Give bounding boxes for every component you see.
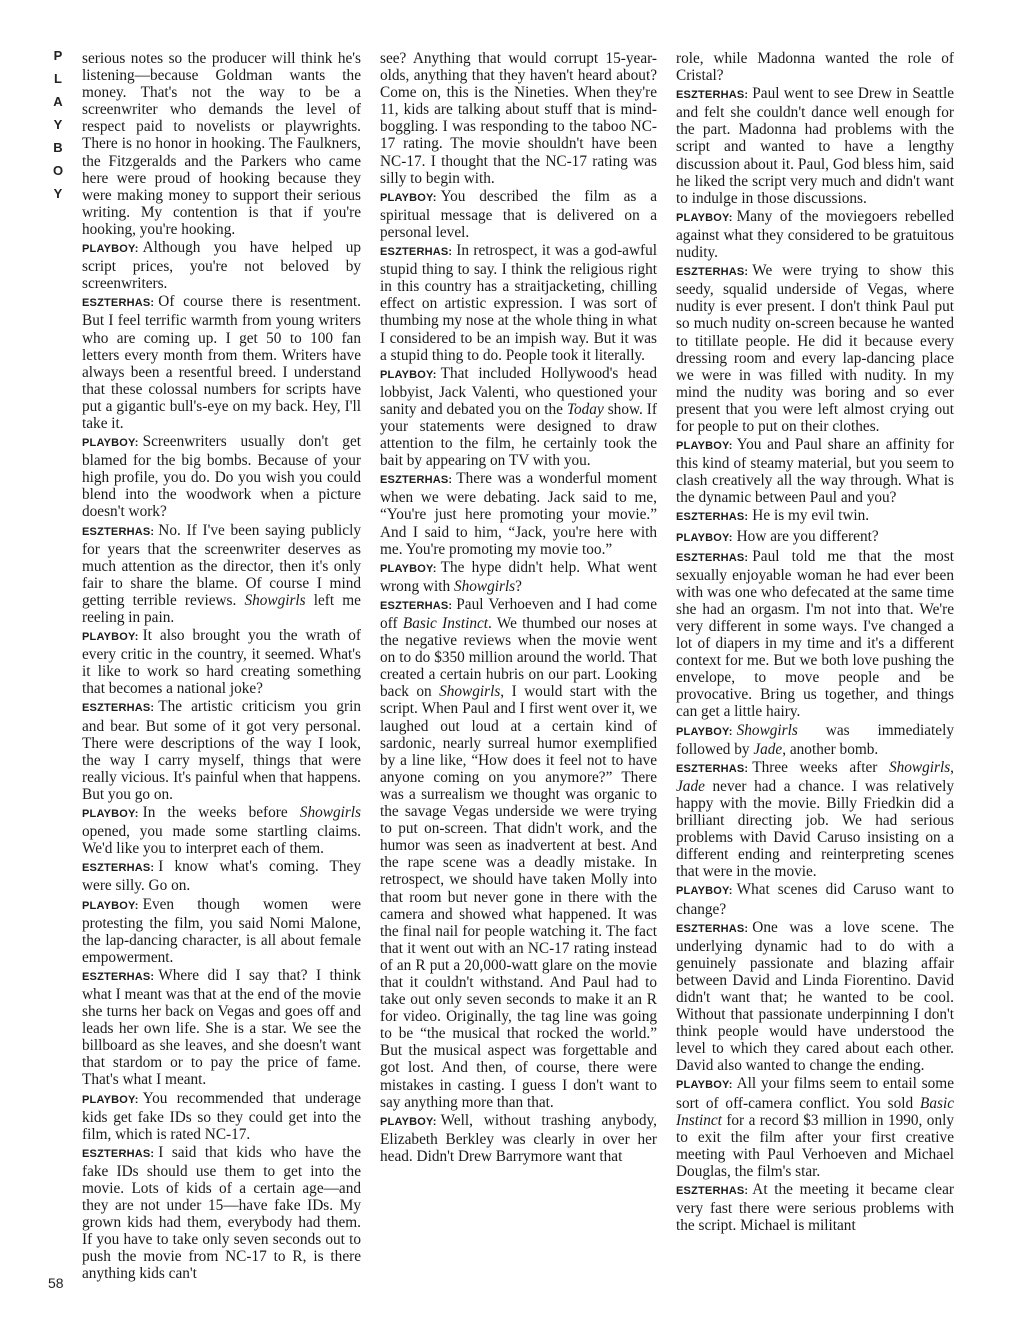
speaker-label: PLAYBOY: [380, 1115, 437, 1128]
speaker-label: PLAYBOY: [676, 725, 733, 738]
interview-paragraph [380, 365, 657, 470]
paragraph-text: The hype didn't help. What went wrong with Showgirls? [380, 558, 657, 595]
interview-paragraph [82, 50, 361, 238]
paragraph-text: In the weeks before Showgirls opened, you made some startling claims. We'd like you to interpret each of them. [82, 804, 361, 858]
paragraph-text: No. If I've been saying publicly for years that the screenwriter deserves as much attention as the director, then it's only fair to share the blame. Of course I mind getting terrible reviews. Showgirls left me reeling in pain. [82, 521, 361, 626]
speaker-label: PLAYBOY: [82, 1093, 139, 1106]
speaker-label: ESZTERHAS: [380, 246, 453, 259]
interview-paragraph [676, 507, 954, 526]
interview-paragraph [676, 919, 954, 1075]
speaker-label: ESZTERHAS: [82, 1147, 155, 1160]
speaker-label: PLAYBOY: [82, 437, 139, 450]
paragraph-text: Paul went to see Drew in Seattle and felt she couldn't dance well enough for the part. Madonna had problems with the script and wanted to have a lengthy discussion about it. Paul, God bless him, said he liked the script very much and didn't want to indulge in those discussions. [676, 85, 954, 207]
speaker-label: ESZTERHAS: [676, 551, 749, 564]
speaker-label: PLAYBOY: [82, 899, 139, 912]
text-column-2 [380, 50, 657, 1308]
interview-paragraph [676, 1075, 954, 1180]
paragraph-text: Paul Verhoeven and I had come off Basic Instinct. We thumbed our noses at the negative reviews when the movie went on to do $350 million around the world. That created a certain hubris on our part. Looking back on Showgirls, I would start with the script. When Paul and I first went over it, we laughed out loud at a certain kind of sardonic, nearly surreal humor exemplified by a line like, “How does it feel not to have anyone coming on you anymore?” There was a surrealism we thought was organic to the savage Vegas underside we were trying to put on-screen. That didn't work, and the humor was seen as inadvertent at best. And the rape scene was a deadly mistake. In retrospect, we should have taken Molly into that room but never gone in there with the camera and showed what happened. It was the final nail for people watching it. The fact that it went out with an NC-17 rating instead of an R put a 20,000-watt glare on the movie that it couldn't withstand. And Paul had to take out only seven seconds to make it an R for video. Originally, the tag line was going to be “the musical that rocked the world.” But the musical aspect was forgettable and got lost. And then, of course, there were mistakes in casting. I guess I don't want to say anything more than that. [380, 595, 657, 1111]
interview-paragraph [380, 559, 657, 595]
interview-paragraph [380, 242, 657, 364]
paragraph-text: Three weeks after Showgirls, Jade never had a chance. I was relatively happy with the movie. Billy Friedkin did a brilliant directing job. We had serious problems with David Caruso insisting on a different ending and reinterpreting scenes that were in the movie. [676, 758, 954, 881]
interview-paragraph [82, 804, 361, 857]
paragraph-text: In retrospect, it was a god-awful stupid thing to say. I think the religious right in this country has a straitjacketing, chilling effect on artistic expression. I was sort of thumbing my nose at the whole thing in what I considered to be an impish way. But it was a stupid thing to do. People took it literally. [380, 242, 657, 364]
paragraph-text: serious notes so the producer will think he's listening—because Goldman wants the money. That's not the way to be a screenwriter who demands the level of respect paid to novelists or playwrights. There is no honor in hooking. The Faulkners, the Fitzgeralds and the Parkers who came here were proud of hooking because they were making money to support their serious writing. My contention is that if you're hooking, you're hooking. [82, 50, 361, 238]
interview-paragraph [676, 50, 954, 84]
speaker-label: ESZTERHAS: [676, 922, 749, 935]
speaker-label: PLAYBOY: [676, 440, 733, 453]
text-column-1 [82, 50, 361, 1308]
interview-paragraph [676, 1181, 954, 1234]
paragraph-text: What scenes did Caruso want to change? [676, 881, 954, 918]
speaker-label: ESZTERHAS: [82, 702, 155, 715]
speaker-label: PLAYBOY: [380, 191, 437, 204]
paragraph-text: I said that kids who have the fake IDs should use them to get into the movie. Lots of kids of a certain age—and they are not under 15—have fake IDs. My grown kids had them, everybody had them. If you have to take only seven seconds out to push the movie from NC-17 to R, is there anything kids can't [82, 1143, 361, 1283]
speaker-label: PLAYBOY: [82, 808, 139, 821]
interview-paragraph [82, 1090, 361, 1143]
paragraph-text: At the meeting it became clear very fast there were serious problems with the script. Michael is militant [676, 1181, 954, 1235]
speaker-label: ESZTERHAS: [676, 266, 749, 279]
interview-paragraph [676, 262, 954, 435]
speaker-label: ESZTERHAS: [82, 525, 155, 538]
paragraph-text: Many of the moviegoers rebelled against what they considered to be gratuitous nudity. [676, 207, 954, 262]
paragraph-text: You described the film as a spiritual message that is delivered on a personal level. [380, 187, 657, 241]
speaker-label: PLAYBOY: [380, 562, 437, 575]
interview-paragraph [676, 528, 954, 547]
speaker-label: PLAYBOY: [676, 885, 733, 898]
interview-paragraph [380, 1112, 657, 1165]
paragraph-text: You and Paul share an affinity for this kind of steamy material, but you seem to clash creatively all the way through. What is the dynamic between Paul and you? [676, 436, 954, 507]
speaker-label: PLAYBOY: [82, 631, 139, 644]
paragraph-text: Screenwriters usually don't get blamed for the big bombs. Because of your high profile, you do. Do you wish you could blend into the woodwork when a picture doesn't work? [82, 433, 361, 521]
speaker-label: ESZTERHAS: [82, 862, 155, 875]
paragraph-text: see? Anything that would corrupt 15-year-olds, anything that they haven't heard about? Come on, this is the Nineties. When they're 11, kids are talking about stuff that is mind-boggling. I was responding to the taboo NC-17 rating. The movie shouldn't have been NC-17. I thought that the NC-17 rating was silly to begin with. [380, 50, 657, 187]
interview-paragraph [82, 698, 361, 803]
speaker-label: ESZTERHAS: [676, 89, 749, 102]
interview-paragraph [380, 596, 657, 1111]
paragraph-text: Although you have helped up script prices, you're not beloved by screenwriters. [82, 239, 361, 293]
speaker-label: ESZTERHAS: [82, 970, 155, 983]
interview-paragraph [82, 1144, 361, 1283]
speaker-label: ESZTERHAS: [380, 599, 453, 612]
paragraph-text: You recommended that underage kids get fake IDs so they could get into the film, which is rated NC-17. [82, 1089, 361, 1143]
interview-paragraph [676, 881, 954, 917]
paragraph-text: Where did I say that? I think what I meant was that at the end of the movie she turns her back on Vegas and goes off and leads her own life. She is a star. We see the billboard as she leaves, and she doesn't want that stardom or to pay the price of fame. That's what I meant. [82, 966, 361, 1089]
text-column-3 [676, 50, 954, 1308]
paragraph-text: Of course there is resentment. But I feel terrific warmth from young writers who are coming up. I get 50 to 100 fan letters every month from them. Writers have always been a resentful breed. I understand that these colossal numbers for scripts have put a gigantic bull's-eye on my back. Hey, I'll take it. [82, 293, 361, 432]
paragraph-text: We were trying to show this seedy, squalid underside of Vegas, where nudity is ever present. I don't think Paul put so much nudity on-screen because he wanted to titillate people. He did it because every dressing room and every lap-dancing place we were in was filled with nudity. In my mind the nudity was boring and so ever present that you were left almost crying out for people to put on their clothes. [676, 262, 954, 435]
interview-paragraph [676, 208, 954, 261]
speaker-label: PLAYBOY: [380, 368, 437, 381]
interview-paragraph [380, 188, 657, 241]
interview-paragraph [82, 433, 361, 520]
interview-paragraph [676, 759, 954, 881]
paragraph-text: There was a wonderful moment when we were debating. Jack said to me, “You're just here promoting your movie.” And I said to him, “Jack, you're here with me. You're promoting my movie too.” [380, 470, 657, 558]
paragraph-text: Showgirls was immediately followed by Jade, another bomb. [676, 721, 954, 758]
magazine-side-label: P L A Y B O Y [52, 48, 64, 201]
interview-paragraph [82, 522, 361, 627]
paragraph-text: role, while Madonna wanted the role of Cristal? [676, 50, 954, 85]
paragraph-text: Paul told me that the most sexually enjoyable woman he had ever been with was one who defecated at the same time she had an orgasm. I'm not into that. We're very different in some ways. I've changed a lot of diapers in my time and it's a different context for me. But we both love pushing the envelope, to move people and be provocative. Bring us together, and things can get a little hairy. [676, 547, 954, 721]
paragraph-text: Well, without trashing anybody, Elizabeth Berkley was clearly in over her head. Didn't Drew Barrymore want that [380, 1111, 657, 1165]
paragraph-text: He is my evil twin. [752, 507, 870, 525]
paragraph-text: The artistic criticism you grin and bear. But some of it got very personal. There were descriptions of the way I look, the way I carry myself, things that were really vicious. It's painful when that happens. But you go on. [82, 698, 361, 803]
interview-paragraph [676, 85, 954, 207]
speaker-label: PLAYBOY: [676, 1079, 733, 1092]
interview-paragraph [676, 436, 954, 506]
paragraph-text: All your films seem to entail some sort of off-camera conflict. You sold Basic Instinct for a record $3 million in 1990, only to exit the film after your first creative meeting with Paul Verhoeven and Michael Douglas, the film's star. [676, 1075, 954, 1180]
speaker-label: PLAYBOY: [676, 211, 733, 224]
speaker-label: ESZTERHAS: [676, 511, 749, 524]
speaker-label: ESZTERHAS: [380, 474, 453, 487]
speaker-label: ESZTERHAS: [676, 1185, 749, 1197]
interview-paragraph [676, 722, 954, 758]
interview-paragraph [82, 967, 361, 1089]
paragraph-text: I know what's coming. They were silly. Go on. [82, 858, 361, 895]
interview-paragraph [82, 896, 361, 966]
paragraph-text: That included Hollywood's head lobbyist, Jack Valenti, who questioned your sanity and debated you on the Today show. If your statements were designed to draw attention to the film, he certainly took the bait by appearing on TV with you. [380, 364, 657, 470]
interview-paragraph [380, 470, 657, 557]
paragraph-text: One was a love scene. The underlying dynamic had to do with a genuinely passionate and blazing affair between David and Linda Fiorentino. David didn't want that; he wanted to be cool. Without that passionate underpinning I don't think people would have understood the level to which they cared about each other. David also wanted to change the ending. [676, 918, 954, 1075]
speaker-label: ESZTERHAS: [82, 297, 155, 310]
interview-paragraph [82, 627, 361, 697]
speaker-label: PLAYBOY: [676, 531, 733, 544]
paragraph-text: Even though women were protesting the film, you said Nomi Malone, the lap-dancing character, is all about female empowerment. [82, 895, 361, 966]
interview-paragraph [82, 239, 361, 292]
speaker-label: ESZTERHAS: [676, 762, 749, 775]
paragraph-text: How are you different? [736, 527, 879, 545]
paragraph-text: It also brought you the wrath of every critic in the country, it seemed. What's it like to work so hard creating something that becomes a national joke? [82, 627, 361, 698]
interview-paragraph [82, 293, 361, 432]
interview-paragraph [82, 858, 361, 894]
speaker-label: PLAYBOY: [82, 243, 139, 256]
page-number: 58 [48, 1275, 64, 1291]
interview-paragraph [676, 548, 954, 721]
interview-paragraph [380, 50, 657, 187]
